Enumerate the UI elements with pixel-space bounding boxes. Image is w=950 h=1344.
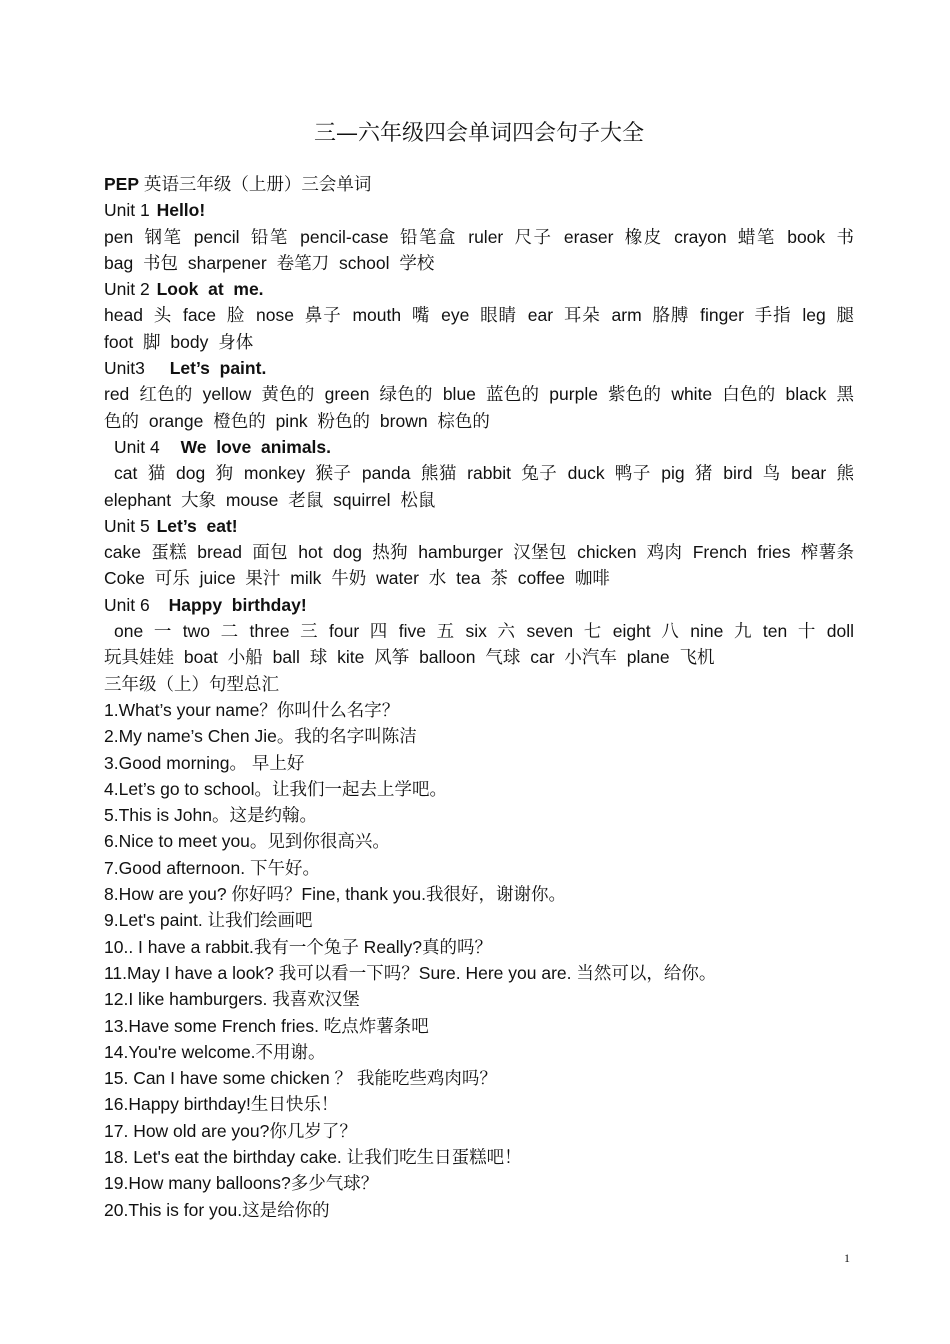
sentence-item: 8.How are you? 你好吗？Fine, thank you.我很好，谢谢你。 [104,884,566,905]
sentence-item: 19.How many balloons?多少气球？ [104,1173,379,1194]
unit-heading [104,434,854,460]
unit-block [104,197,854,276]
unit-heading [104,513,854,539]
unit-block [104,592,854,671]
sentence-item: 17. How old are you?你几岁了？ [104,1120,357,1141]
sentence-item: 20.This is for you.这是给你的 [104,1199,330,1220]
unit-heading [104,592,854,618]
sentence-item: 5.This is John。这是约翰。 [104,805,317,826]
sentence-item: 18. Let's eat the birthday cake. 让我们吃生日蛋糕吧！ [104,1146,522,1167]
sentence-item: 3.Good morning。 早上好 [104,752,305,773]
unit-words: one 一 two 二 three 三 four 四 five 五 six 六 seven 七 eight 八 nine 九 ten 十 doll 玩具娃娃 boat 小船 ball 球 kite 风筝 balloon 气球 car 小汽车 plane 飞机 [104,621,854,668]
page-title: 三—六年级四会单词四会句子大全 [313,121,644,146]
sentence-item: 6.Nice to meet you。见到你很高兴。 [104,831,390,852]
unit-words: pen 钢笔 pencil 铅笔 pencil-case 铅笔盒 ruler 尺子 eraser 橡皮 crayon 蜡笔 book 书 bag 书包 sharpener 卷笔刀 school 学校 [104,226,854,273]
unit-words: head 头 face 脸 nose 鼻子 mouth 嘴 eye 眼睛 ear 耳朵 arm 胳膊 finger 手指 leg 腿 foot 脚 body 身体 [104,305,854,352]
unit-block [104,355,854,434]
section-heading-vocab [104,171,854,197]
sentence-item: 15. Can I have some chicken ？ 我能吃些鸡肉吗？ [104,1068,497,1089]
sentence-item: 9.Let's paint. 让我们绘画吧 [104,910,313,931]
sentence-item: 1.What’s your name？你叫什么名字？ [104,699,400,720]
unit-heading [104,355,854,381]
pep-label: PEP [104,174,140,194]
sentence-item: 13.Have some French fries. 吃点炸薯条吧 [104,1015,429,1036]
unit-words: cat 猫 dog 狗 monkey 猴子 panda 熊猫 rabbit 兔子 duck 鸭子 pig 猪 bird 鸟 bear 熊 elephant 大象 mouse 老鼠 squirrel 松鼠 [104,463,854,510]
unit-name: Let’s paint. [169,358,267,379]
unit-name: Let’s eat! [156,515,238,536]
unit-name: Happy birthday! [168,594,307,615]
sentence-item: 2.My name’s Chen Jie。我的名字叫陈洁 [104,726,417,747]
unit-list [104,197,854,670]
sentence-item: 11.May I have a look? 我可以看一下吗？Sure. Here you are. 当然可以，给你。 [104,962,717,983]
unit-block [104,513,854,592]
unit-block [104,276,854,355]
unit-words: cake 蛋糕 bread 面包 hot dog 热狗 hamburger 汉堡包 chicken 鸡肉 French fries 榨薯条 Coke 可乐 juice 果汁 milk 牛奶 water 水 tea 茶 coffee 咖啡 [104,542,854,589]
sentence-item: 16.Happy birthday!生日快乐！ [104,1094,339,1115]
sentence-item: 4.Let’s go to school。让我们一起去上学吧。 [104,778,447,799]
section-heading-text: 英语三年级（上册）三会单词 [139,174,372,194]
sentence-item: 12.I like hamburgers. 我喜欢汉堡 [104,989,360,1010]
unit-heading [104,276,854,302]
sentence-list [104,697,854,1223]
unit-number: Unit 4 [114,436,165,457]
unit-number: Unit3 [104,358,150,379]
sentence-item: 7.Good afternoon. 下午好。 [104,857,320,878]
unit-name: We love animals. [180,436,332,457]
sentence-item: 14.You're welcome.不用谢。 [104,1041,326,1062]
unit-words: red 红色的 yellow 黄色的 green 绿色的 blue 蓝色的 purple 紫色的 white 白色的 black 黑色的 orange 橙色的 pink 粉色的 brown 棕色的 [104,384,854,431]
unit-name: Look at me. [156,279,264,300]
unit-name: Hello! [156,200,206,221]
sentences-heading: 三年级（上）句型总汇 [104,673,279,694]
unit-number: Unit 6 [104,594,155,615]
page-number: 1 [844,1251,850,1265]
unit-heading [104,197,854,223]
unit-number: Unit 1 [104,200,155,221]
unit-number: Unit 5 [104,515,155,536]
unit-number: Unit 2 [104,279,155,300]
sentence-item: 10.. I have a rabbit.我有一个兔子 Really?真的吗？ [104,936,493,957]
unit-block [104,434,854,513]
